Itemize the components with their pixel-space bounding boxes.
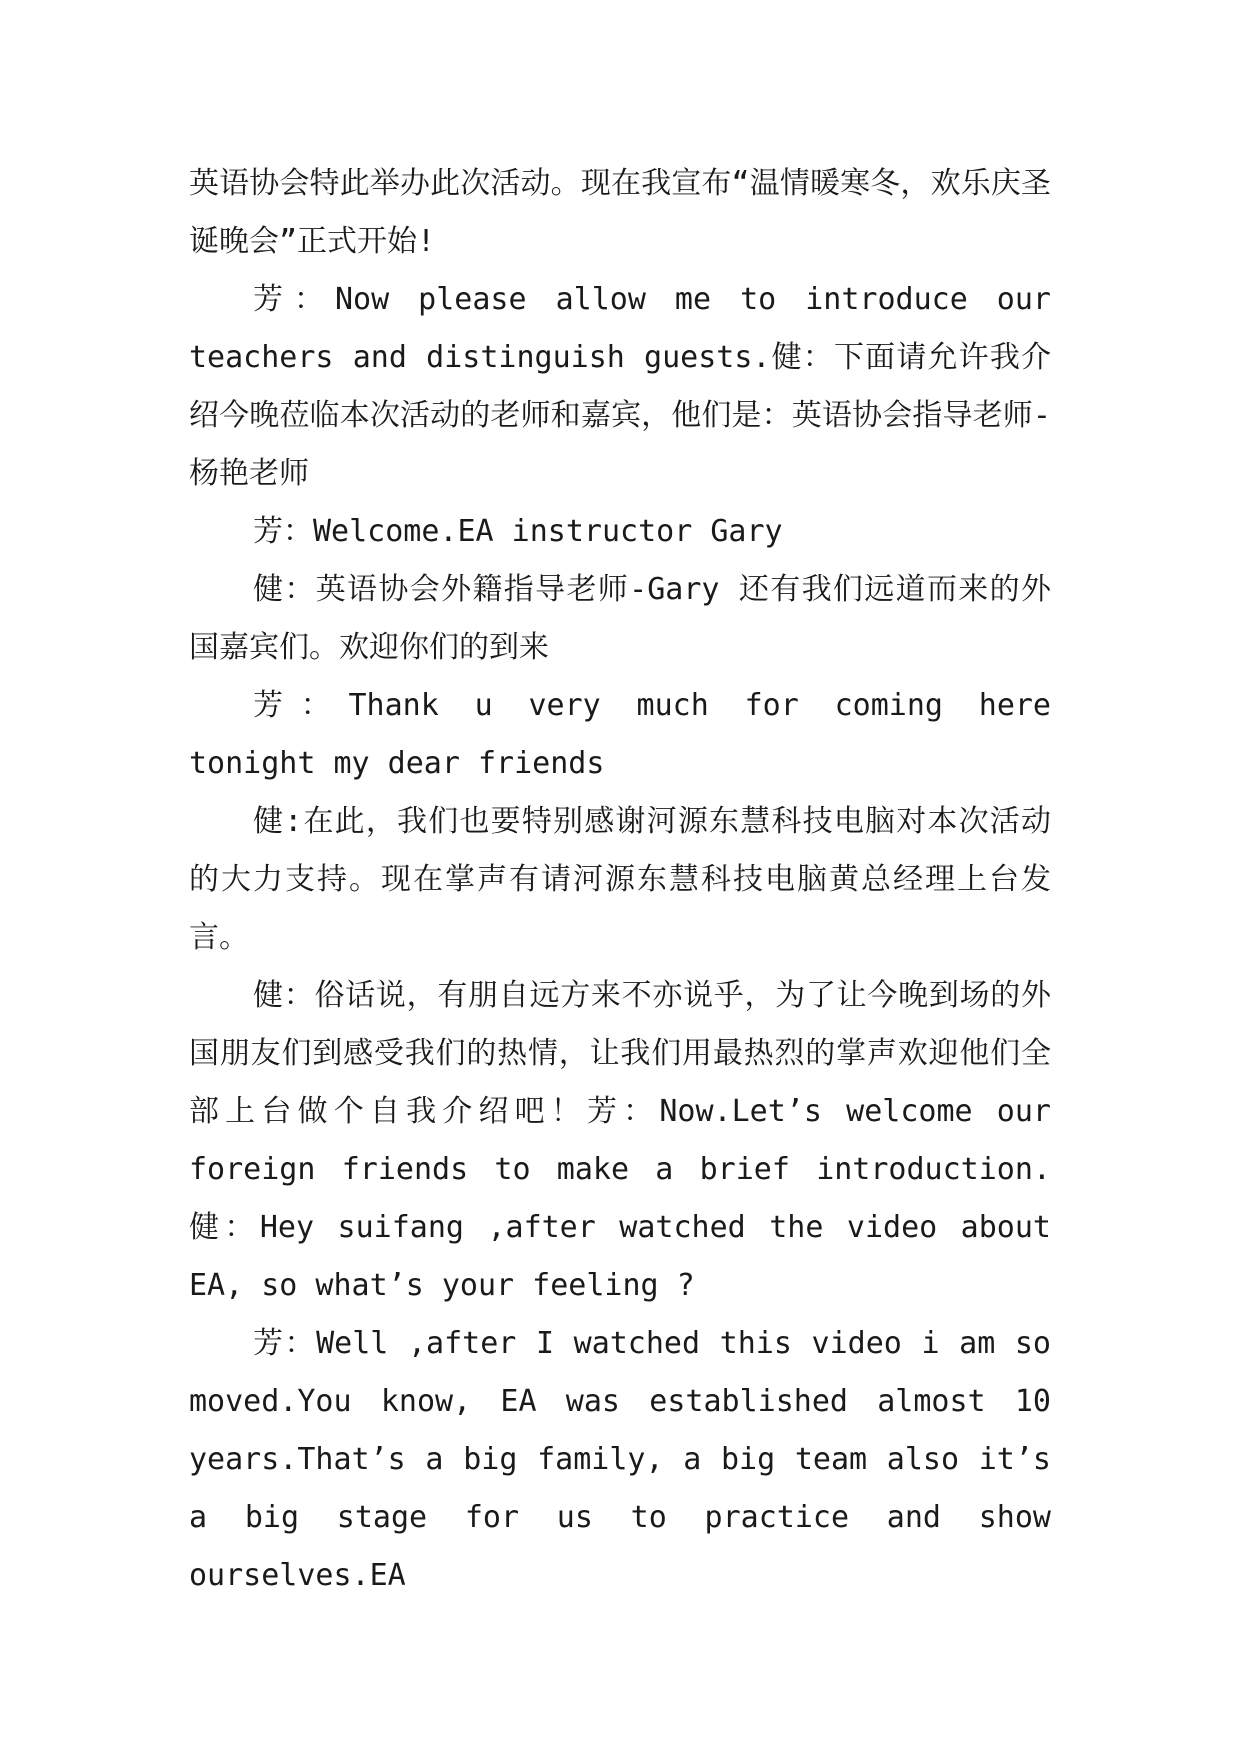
document-page [189, 155, 1051, 1605]
paragraph-4: 健：英语协会外籍指导老师-Gary 还有我们远道而来的外国嘉宾们。欢迎你们的到来 [189, 572, 1051, 665]
paragraph-1: 英语协会特此举办此次活动。现在我宣布“温情暖寒冬，欢乐庆圣诞晚会”正式开始! [189, 166, 1051, 259]
paragraph-7: 健：俗话说，有朋自远方来不亦说乎，为了让今晚到场的外国朋友们到感受我们的热情，让我们用最热烈的掌声欢迎他们全部上台做个自我介绍吧！芳：Now.Let’s welcome our foreign friends to make a brief introduction.健：Hey suifang ,after watched the video about EA, so what’s your feeling ? [189, 978, 1051, 1303]
paragraph-5: 芳：Thank u very much for coming here tonight my dear friends [189, 688, 1051, 781]
paragraph-6: 健:在此，我们也要特别感谢河源东慧科技电脑对本次活动的大力支持。现在掌声有请河源东慧科技电脑黄总经理上台发言。 [189, 804, 1051, 955]
paragraph-2: 芳：Now please allow me to introduce our teachers and distinguish guests.健：下面请允许我介绍今晚莅临本次活动的老师和嘉宾，他们是：英语协会指导老师-杨艳老师 [189, 282, 1051, 491]
paragraph-3: 芳：Welcome.EA instructor Gary [253, 514, 783, 549]
paragraph-8: 芳：Well ,after I watched this video i am so moved.You know, EA was established almost 10 years.That’s a big family, a big team also it’s a big stage for us to practice and show ourselves.EA [189, 1326, 1051, 1593]
